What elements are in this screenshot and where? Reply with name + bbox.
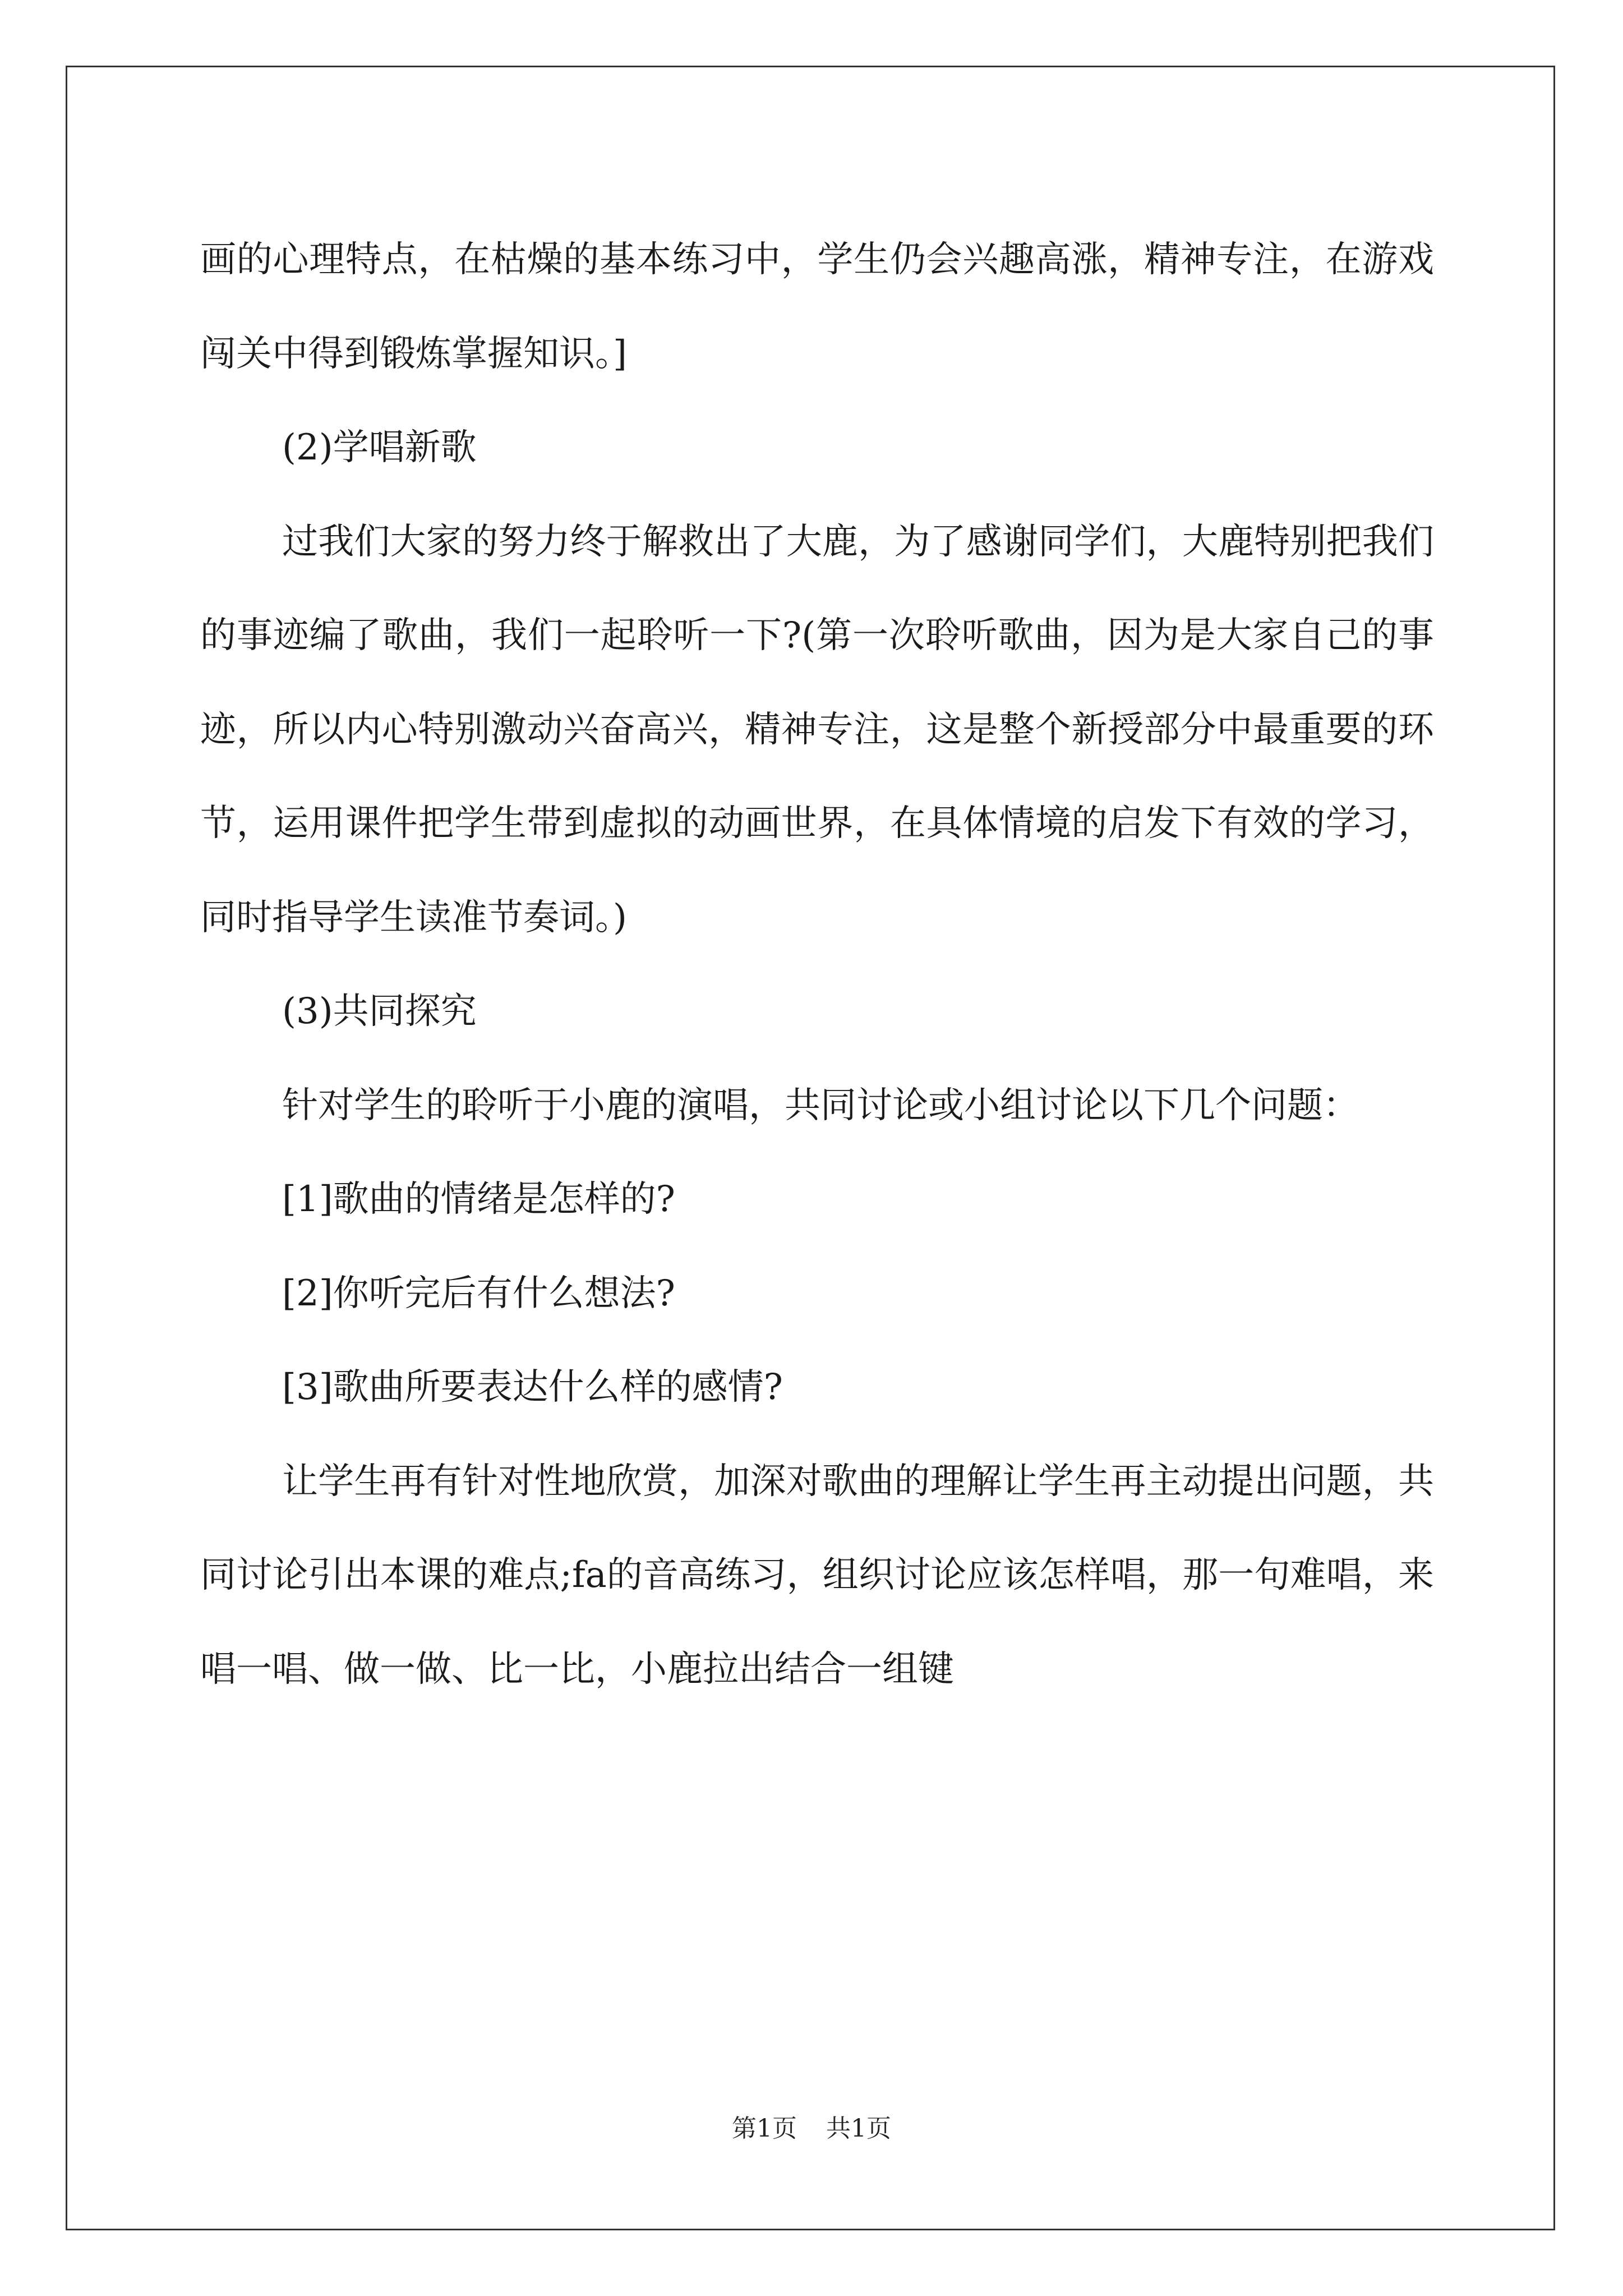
- section-heading-learn-new-song: (2)学唱新歌: [282, 427, 477, 468]
- paragraph-5: 针对学生的聆听于小鹿的演唱，共同讨论或小组讨论以下几个问题：: [282, 1084, 1359, 1126]
- question-3: [3]歌曲所要表达什么样的感情?: [282, 1366, 783, 1408]
- paragraph-3: 过我们大家的努力终于解救出了大鹿，为了感谢同学们，大鹿特别把我们的事迹编了歌曲，我们一起聆听一下?(第一次聆听歌曲，因为是大家自己的事迹，所以内心特别激动兴奋高兴，精神专注，这是整个新授部分中最重要的环节，运用课件把学生带到虚拟的动画世界，在具体情境的启发下有效的学习，同时指导学生读准节奏词。): [200, 521, 1434, 938]
- section-heading-explore-together: (3)共同探究: [282, 991, 477, 1032]
- document-body: [200, 213, 1434, 1717]
- page-number-total: 共1页: [826, 2114, 891, 2143]
- paragraph-9: 让学生再有针对性地欣赏，加深对歌曲的理解让学生再主动提出问题，共同讨论引出本课的难点;fa的音高练习，组织讨论应该怎样唱，那一句难唱，来唱一唱、做一做、比一比，小鹿拉出结合一组键: [200, 1460, 1434, 1690]
- question-1: [1]歌曲的情绪是怎样的?: [282, 1179, 675, 1220]
- page-number-current: 第1页: [732, 2114, 797, 2143]
- page-footer: [0, 2112, 1623, 2146]
- paragraph-1: 画的心理特点，在枯燥的基本练习中，学生仍会兴趣高涨，精神专注，在游戏闯关中得到锻炼掌握知识。]: [200, 239, 1434, 375]
- question-2: [2]你听完后有什么想法?: [282, 1272, 675, 1314]
